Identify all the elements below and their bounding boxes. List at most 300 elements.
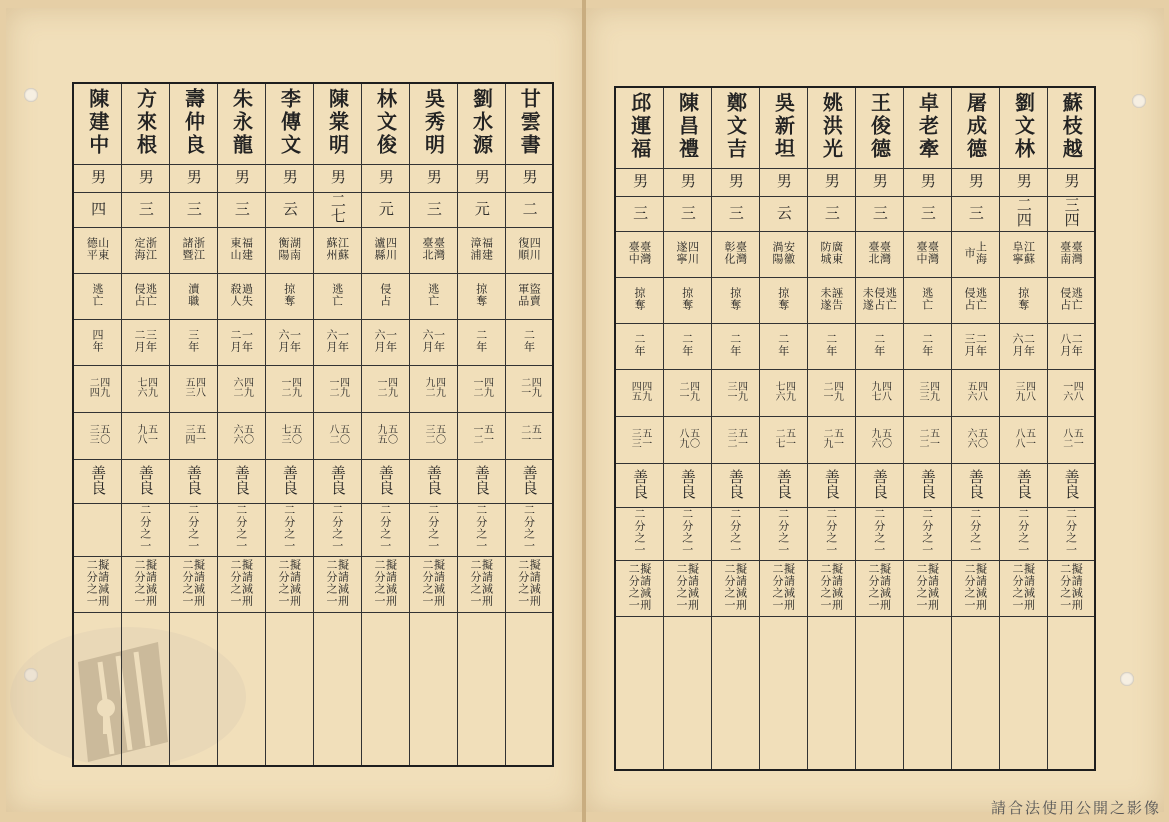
cell-term	[951, 324, 999, 370]
cell-start	[855, 370, 903, 417]
text-name: 陳棠明	[325, 87, 350, 157]
text-term: 二年	[872, 332, 886, 357]
cell-start	[217, 366, 265, 413]
text-end: 五〇 八二	[327, 424, 349, 444]
text-proposal: 擬請減刑 二分之一	[421, 558, 446, 607]
text-sex: 男	[89, 169, 108, 184]
cell-term	[457, 320, 505, 366]
cell-blank	[1047, 617, 1095, 771]
ledger-row-end	[615, 417, 1095, 464]
cell-condition	[903, 464, 951, 508]
cell-crime	[409, 274, 457, 320]
cell-end	[169, 413, 217, 460]
cell-age	[361, 193, 409, 228]
text-age: 三	[631, 204, 650, 220]
ledger-row-origin	[615, 232, 1095, 278]
text-name: 方來根	[133, 87, 158, 157]
cell-proposal	[313, 557, 361, 613]
ledger-row-crime	[73, 274, 553, 320]
cell-end	[807, 417, 855, 464]
cell-blank	[361, 613, 409, 767]
text-crime: 盜賣 軍品	[516, 282, 542, 307]
cell-sex	[807, 169, 855, 197]
cell-term	[313, 320, 361, 366]
cell-term	[505, 320, 553, 366]
cell-sex	[855, 169, 903, 197]
text-sex: 男	[520, 169, 539, 184]
cell-name	[951, 87, 999, 169]
text-proposal: 擬請減刑 二分之一	[325, 558, 350, 607]
cell-start	[999, 370, 1047, 417]
text-proposal: 擬請減刑 二分之一	[675, 562, 700, 611]
text-end: 五一 八二	[1060, 428, 1083, 448]
text-age: 元	[376, 200, 395, 216]
cell-start	[409, 366, 457, 413]
cell-proposal	[217, 557, 265, 613]
text-age: 三	[678, 204, 697, 220]
text-end: 五一 三三	[629, 428, 651, 448]
cell-name	[615, 87, 663, 169]
text-crime: 掠奪	[474, 282, 488, 307]
cell-start	[313, 366, 361, 413]
cell-age	[663, 197, 711, 232]
cell-end	[121, 413, 169, 460]
text-fraction: 二分之一	[138, 504, 152, 552]
cell-condition	[409, 460, 457, 504]
text-origin: 四川 瀘縣	[373, 236, 398, 261]
cell-fraction	[313, 504, 361, 557]
cell-term	[663, 324, 711, 370]
text-crime: 掠奪	[728, 286, 742, 311]
text-term: 一年 六月	[277, 328, 302, 353]
cell-fraction	[663, 508, 711, 561]
text-condition: 善良	[376, 464, 395, 495]
cell-age	[1047, 197, 1095, 232]
text-end: 五一 三二	[725, 428, 747, 448]
text-fraction: 二分之一	[1016, 508, 1030, 556]
cell-age	[759, 197, 807, 232]
cell-term	[361, 320, 409, 366]
cell-term	[73, 320, 121, 366]
text-origin: 江蘇 蘇州	[325, 236, 350, 261]
text-sex: 男	[232, 169, 251, 184]
cell-fraction	[121, 504, 169, 557]
text-fraction: 二分之一	[474, 504, 488, 552]
ledger-row-term	[73, 320, 553, 366]
text-age: 三	[424, 200, 443, 216]
cell-origin	[903, 232, 951, 278]
text-proposal: 擬請減刑 二分之一	[1058, 562, 1084, 611]
text-fraction: 二分之一	[234, 504, 248, 552]
cell-start	[903, 370, 951, 417]
cell-sex	[457, 165, 505, 193]
text-start: 四九 一二	[327, 377, 349, 397]
cell-crime	[951, 278, 999, 324]
cell-name	[121, 83, 169, 165]
cell-proposal	[457, 557, 505, 613]
text-fraction: 二分之一	[426, 504, 440, 552]
ledger-row-start	[73, 366, 553, 413]
text-condition: 善良	[520, 464, 539, 495]
cell-condition	[169, 460, 217, 504]
cell-age	[457, 193, 505, 228]
text-crime: 瀆職	[186, 282, 200, 307]
cell-condition	[361, 460, 409, 504]
text-age: 三四	[1062, 197, 1081, 227]
text-proposal: 擬請減刑 二分之一	[963, 562, 988, 611]
text-name: 姚洪光	[819, 91, 844, 161]
text-term: 一年 六月	[325, 328, 350, 353]
text-start: 四八 一六	[1060, 381, 1083, 401]
text-name: 王俊德	[867, 91, 892, 161]
cell-crime	[759, 278, 807, 324]
cell-proposal	[999, 561, 1047, 617]
cell-fraction	[951, 508, 999, 561]
cell-name	[999, 87, 1047, 169]
cell-proposal	[505, 557, 553, 613]
cell-condition	[951, 464, 999, 508]
text-end: 五一 八八	[1013, 428, 1035, 448]
cell-crime	[505, 274, 553, 320]
text-crime: 掠奪	[1016, 286, 1030, 311]
cell-term	[217, 320, 265, 366]
ledger-row-name	[615, 87, 1095, 169]
cell-sex	[361, 165, 409, 193]
text-start: 四八 九七	[869, 381, 891, 401]
cell-sex	[759, 169, 807, 197]
cell-name	[759, 87, 807, 169]
text-origin: 上海 市	[963, 240, 988, 265]
cell-end	[265, 413, 313, 460]
text-name: 陳昌禮	[675, 91, 700, 161]
cell-condition	[73, 460, 121, 504]
cell-origin	[457, 228, 505, 274]
text-origin: 臺灣 臺中	[915, 240, 940, 265]
text-age: 三	[870, 204, 889, 220]
text-proposal: 擬請減刑 二分之一	[373, 558, 398, 607]
cell-start	[663, 370, 711, 417]
text-condition: 善良	[136, 464, 155, 495]
text-term: 二年 三月	[963, 332, 988, 357]
cell-blank	[903, 617, 951, 771]
text-crime: 掠奪	[282, 282, 296, 307]
text-proposal: 擬請減刑 二分之一	[819, 562, 844, 611]
cell-condition	[711, 464, 759, 508]
cell-name	[663, 87, 711, 169]
text-crime: 逃亡 侵占 未遂	[861, 286, 898, 311]
cell-blank	[121, 613, 169, 767]
text-origin: 臺灣 臺中	[627, 240, 652, 265]
ledger-row-term	[615, 324, 1095, 370]
text-age: 元	[472, 200, 491, 216]
binding-hole	[1120, 672, 1134, 686]
cell-end	[457, 413, 505, 460]
cell-blank	[807, 617, 855, 771]
text-crime: 逃亡	[91, 282, 105, 307]
text-start: 四九 一二	[279, 377, 301, 397]
cell-fraction	[855, 508, 903, 561]
cell-proposal	[361, 557, 409, 613]
text-sex: 男	[424, 169, 443, 184]
text-end: 五一 三四	[183, 424, 205, 444]
cell-term	[1047, 324, 1095, 370]
cell-crime	[265, 274, 313, 320]
cell-age	[265, 193, 313, 228]
cell-age	[807, 197, 855, 232]
cell-fraction	[73, 504, 121, 557]
text-start: 四九 一二	[375, 377, 397, 397]
cell-origin	[313, 228, 361, 274]
text-term: 四年	[91, 328, 105, 353]
ledger-row-condition	[615, 464, 1095, 508]
text-start: 四八 三九	[1013, 381, 1035, 401]
text-proposal: 擬請減刑 二分之一	[723, 562, 748, 611]
cell-sex	[663, 169, 711, 197]
text-start: 四九 三一	[725, 381, 747, 401]
binding-hole	[24, 88, 38, 102]
cell-end	[903, 417, 951, 464]
text-crime: 逃亡	[330, 282, 344, 307]
cell-fraction	[807, 508, 855, 561]
text-term: 二年	[474, 328, 488, 353]
text-start: 四九 六二	[231, 377, 253, 397]
cell-proposal	[855, 561, 903, 617]
cell-proposal	[409, 557, 457, 613]
text-origin: 四川 復順	[516, 236, 542, 261]
cell-crime	[903, 278, 951, 324]
text-origin: 臺灣 臺南	[1058, 240, 1084, 265]
text-sex: 男	[966, 173, 985, 188]
text-age: 三	[822, 204, 841, 220]
text-name: 劉文林	[1011, 91, 1036, 161]
text-origin: 福建 漳浦	[469, 236, 494, 261]
text-proposal: 擬請減刑 二分之一	[469, 558, 494, 607]
cell-origin	[615, 232, 663, 278]
text-name: 屠成德	[963, 91, 988, 161]
cell-condition	[217, 460, 265, 504]
text-term: 二年 六月	[1011, 332, 1036, 357]
cell-fraction	[265, 504, 313, 557]
cell-name	[807, 87, 855, 169]
text-sex: 男	[184, 169, 203, 184]
cell-condition	[663, 464, 711, 508]
cell-origin	[999, 232, 1047, 278]
cell-proposal	[615, 561, 663, 617]
text-crime: 逃亡 侵占	[1058, 286, 1084, 311]
cell-name	[73, 83, 121, 165]
text-proposal: 擬請減刑 二分之一	[627, 562, 652, 611]
cell-name	[409, 83, 457, 165]
cell-crime	[457, 274, 505, 320]
cell-term	[169, 320, 217, 366]
text-fraction: 二分之一	[776, 508, 790, 556]
text-name: 鄭文吉	[723, 91, 748, 161]
text-age: 三	[726, 204, 745, 220]
cell-proposal	[759, 561, 807, 617]
text-term: 二年	[920, 332, 934, 357]
text-term: 二年 八月	[1058, 332, 1084, 357]
text-fraction: 二分之一	[378, 504, 392, 552]
cell-blank	[73, 613, 121, 767]
text-name: 陳建中	[85, 87, 110, 157]
cell-start	[361, 366, 409, 413]
cell-name	[1047, 87, 1095, 169]
ledger-row-proposal	[615, 561, 1095, 617]
text-term: 二年	[633, 332, 647, 357]
text-end: 五一 二二	[917, 428, 939, 448]
text-start: 四九 二一	[677, 381, 699, 401]
text-sex: 男	[376, 169, 395, 184]
text-sex: 男	[472, 169, 491, 184]
cell-origin	[663, 232, 711, 278]
text-crime: 過失 殺人	[229, 282, 254, 307]
text-age: 云	[774, 204, 793, 220]
text-age: 云	[280, 200, 299, 216]
ledger-row-origin	[73, 228, 553, 274]
cell-crime	[807, 278, 855, 324]
text-sex: 男	[726, 173, 745, 188]
text-start: 四九 一二	[471, 377, 493, 397]
cell-fraction	[217, 504, 265, 557]
cell-blank	[217, 613, 265, 767]
text-age: 三	[966, 204, 985, 220]
text-proposal: 擬請減刑 二分之一	[1011, 562, 1036, 611]
cell-end	[711, 417, 759, 464]
text-start: 四九 二一	[821, 381, 843, 401]
text-origin: 福建 東山	[229, 236, 254, 261]
text-origin: 浙江 諸暨	[181, 236, 206, 261]
text-condition: 善良	[328, 464, 347, 495]
cell-age	[73, 193, 121, 228]
cell-crime	[663, 278, 711, 324]
right-ledger-table	[614, 86, 1096, 771]
text-end: 五〇 六六	[231, 424, 253, 444]
cell-sex	[505, 165, 553, 193]
cell-proposal	[663, 561, 711, 617]
text-age: 二四	[1014, 197, 1033, 227]
text-end: 五〇 七三	[279, 424, 301, 444]
cell-crime	[313, 274, 361, 320]
cell-proposal	[807, 561, 855, 617]
cell-origin	[361, 228, 409, 274]
cell-proposal	[903, 561, 951, 617]
cell-name	[457, 83, 505, 165]
text-proposal: 擬請減刑 二分之一	[85, 558, 110, 607]
text-crime: 逃亡	[426, 282, 440, 307]
cell-name	[313, 83, 361, 165]
cell-crime	[711, 278, 759, 324]
text-age: 二七	[328, 193, 347, 223]
cell-condition	[999, 464, 1047, 508]
text-end: 五一 二一	[518, 424, 541, 444]
text-start: 四九 四五	[629, 381, 651, 401]
cell-start	[265, 366, 313, 413]
text-fraction: 二分之一	[330, 504, 344, 552]
cell-sex	[903, 169, 951, 197]
cell-age	[903, 197, 951, 232]
text-fraction: 二分之一	[968, 508, 982, 556]
cell-crime	[1047, 278, 1095, 324]
text-origin: 浙江 定海	[133, 236, 158, 261]
cell-origin	[169, 228, 217, 274]
usage-notice-stamp: 請合法使用公開之影像	[990, 799, 1161, 817]
text-term: 三年	[186, 328, 200, 353]
cell-end	[313, 413, 361, 460]
cell-name	[265, 83, 313, 165]
cell-age	[409, 193, 457, 228]
cell-sex	[121, 165, 169, 193]
cell-end	[505, 413, 553, 460]
text-name: 劉水源	[469, 87, 494, 157]
text-proposal: 擬請減刑 二分之一	[229, 558, 254, 607]
cell-crime	[73, 274, 121, 320]
cell-start	[759, 370, 807, 417]
text-end: 五〇 三三	[87, 424, 109, 444]
cell-age	[999, 197, 1047, 232]
cell-end	[409, 413, 457, 460]
cell-start	[951, 370, 999, 417]
text-condition: 善良	[424, 464, 443, 495]
cell-start	[73, 366, 121, 413]
cell-crime	[361, 274, 409, 320]
text-sex: 男	[774, 173, 793, 188]
text-proposal: 擬請減刑 二分之一	[181, 558, 206, 607]
cell-sex	[999, 169, 1047, 197]
text-term: 一年 六月	[373, 328, 398, 353]
cell-age	[951, 197, 999, 232]
ledger-row-fraction	[73, 504, 553, 557]
text-age: 三	[136, 200, 155, 216]
text-condition: 善良	[870, 468, 889, 499]
cell-fraction	[361, 504, 409, 557]
cell-start	[121, 366, 169, 413]
cell-fraction	[615, 508, 663, 561]
text-crime: 侵占	[378, 282, 392, 307]
text-fraction: 二分之一	[1064, 508, 1078, 556]
text-end: 五一 二九	[821, 428, 843, 448]
text-origin: 湖南 衡陽	[277, 236, 302, 261]
text-end: 五〇 九五	[375, 424, 397, 444]
text-fraction: 二分之一	[282, 504, 296, 552]
text-sex: 男	[136, 169, 155, 184]
text-origin: 四川 遂寧	[675, 240, 700, 265]
text-age: 二	[520, 200, 539, 216]
cell-origin	[265, 228, 313, 274]
cell-proposal	[121, 557, 169, 613]
ledger-row-condition	[73, 460, 553, 504]
cell-blank	[169, 613, 217, 767]
cell-blank	[759, 617, 807, 771]
text-age: 四	[89, 200, 108, 216]
text-start: 四九 二四	[87, 377, 109, 397]
text-origin: 廣東 防城	[819, 240, 844, 265]
cell-proposal	[1047, 561, 1095, 617]
text-crime: 逃亡 侵占	[963, 286, 988, 311]
cell-fraction	[457, 504, 505, 557]
cell-sex	[951, 169, 999, 197]
text-fraction: 二分之一	[872, 508, 886, 556]
cell-name	[361, 83, 409, 165]
text-sex: 男	[678, 173, 697, 188]
text-condition: 善良	[1062, 468, 1081, 499]
text-age: 三	[918, 204, 937, 220]
text-condition: 善良	[232, 464, 251, 495]
cell-blank	[951, 617, 999, 771]
cell-term	[615, 324, 663, 370]
text-crime: 逃亡	[920, 286, 934, 311]
cell-crime	[855, 278, 903, 324]
text-fraction: 二分之一	[680, 508, 694, 556]
